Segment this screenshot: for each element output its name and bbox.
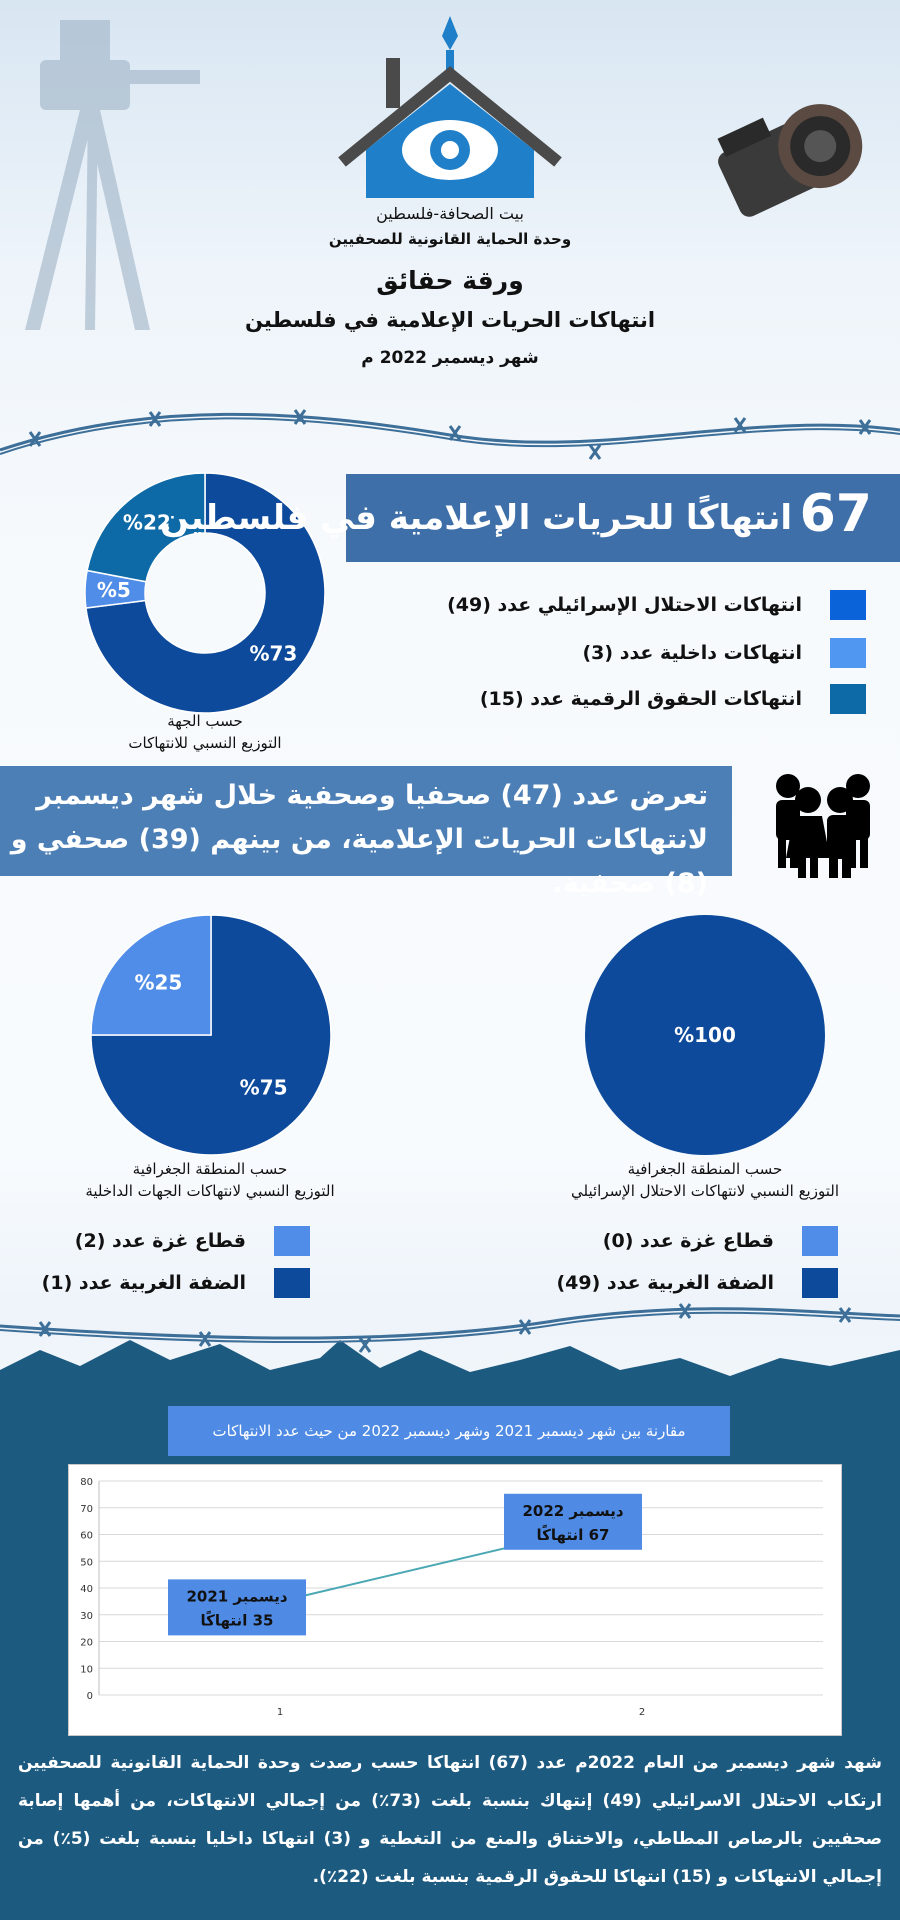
legend-swatch	[830, 638, 866, 668]
legend-label: الضفة الغربية عدد (1)	[41, 1272, 246, 1294]
pie-data-label: %5	[96, 578, 131, 603]
occupation-caption-line2: التوزيع النسبي لانتهاكات الاحتلال الإسرائيلي	[570, 1182, 839, 1200]
legend-item-digital	[480, 684, 866, 714]
legend-swatch	[274, 1226, 310, 1256]
legend-swatch	[830, 590, 866, 620]
occupation-legend-westbank	[556, 1268, 838, 1298]
headline-total: 67	[799, 484, 872, 544]
donut-caption-line1: حسب الجهة	[167, 712, 243, 730]
internal-caption-line1: حسب المنطقة الجغرافية	[132, 1160, 288, 1178]
y-tick-label: 30	[80, 1610, 93, 1622]
legend-label: انتهاكات الاحتلال الإسرائيلي عدد (49)	[447, 594, 802, 616]
y-tick-label: 40	[80, 1584, 93, 1595]
data-label-count: 35 انتهاكًا	[200, 1611, 274, 1630]
legend-item-occupation	[447, 590, 866, 620]
press-house-logo	[334, 10, 566, 198]
pie-data-label: %75	[239, 1075, 288, 1100]
y-tick-label: 0	[86, 1691, 93, 1702]
pie-data-label: %73	[249, 641, 298, 666]
headline-banner	[160, 474, 900, 562]
legend-label: قطاع غزة عدد (2)	[74, 1230, 246, 1252]
barbed-wire-divider-2	[0, 1300, 900, 1360]
donut-caption-line2: التوزيع النسبي للانتهاكات	[128, 734, 282, 752]
y-tick-label: 60	[80, 1530, 93, 1542]
org-name: بيت الصحافة-فلسطين	[376, 204, 524, 223]
occupation-caption	[540, 1158, 870, 1202]
legend-swatch	[802, 1226, 838, 1256]
y-tick-label: 50	[80, 1557, 93, 1569]
y-tick-label: 80	[80, 1477, 93, 1488]
legend-label: قطاع غزة عدد (0)	[602, 1230, 774, 1252]
legend-item-internal	[582, 638, 866, 668]
doc-title: انتهاكات الحريات الإعلامية في فلسطين	[244, 308, 656, 332]
y-tick-label: 20	[80, 1637, 93, 1649]
barbed-wire-divider	[0, 390, 900, 470]
doc-period: شهر ديسمبر 2022 م	[361, 348, 539, 368]
donut-caption	[90, 710, 320, 754]
legend-label: انتهاكات الحقوق الرقمية عدد (15)	[479, 688, 802, 710]
data-label-period: ديسمبر 2022	[522, 1501, 624, 1520]
pie-internal-by-region	[86, 910, 336, 1160]
legend-swatch	[802, 1268, 838, 1298]
y-tick-label: 70	[80, 1503, 93, 1515]
pie-data-label: %25	[134, 970, 183, 995]
occupation-caption-line1: حسب المنطقة الجغرافية	[627, 1160, 783, 1178]
legend-swatch	[830, 684, 866, 714]
pie-data-label: %100	[674, 1023, 736, 1047]
x-tick-label: 1	[276, 1707, 284, 1718]
doc-type: ورقة حقائق	[376, 266, 524, 295]
internal-caption	[60, 1158, 360, 1202]
data-label-period: ديسمبر 2021	[186, 1587, 288, 1606]
internal-legend-gaza	[75, 1226, 310, 1256]
summary-paragraph: شهد شهر ديسمبر من العام 2022م عدد (67) انتهاكا حسب رصدت وحدة الحماية القانونية للصحفيين ارتكاب الاحتلال الاسرائيلي (49) إنتهاك بنسبة بلغت (73٪) من إجمالي الانتهاكات، من أهمها إصابة صحفيين بالرصاص المطاطي، والاختناق والمنع من التغطية و (3) انتهاكا داخليا بنسبة بلغت (5٪) من إجمالي الانتهاكات و (15) انتهاكا للحقوق الرقمية بنسبة بلغت (22٪).	[18, 1753, 882, 1887]
pie-occupation-by-region	[580, 910, 830, 1160]
pie-data-label: %22	[122, 510, 171, 535]
internal-caption-line2: التوزيع النسبي لانتهاكات الجهات الداخلية	[85, 1182, 335, 1200]
y-tick-label: 10	[80, 1664, 93, 1676]
legend-swatch	[274, 1268, 310, 1298]
x-tick-label: 2	[638, 1707, 646, 1718]
occupation-legend-gaza	[603, 1226, 838, 1256]
unit-name: وحدة الحماية القانونية للصحفيين	[328, 230, 572, 248]
line-chart-frame	[68, 1464, 842, 1736]
people-icon	[760, 764, 890, 880]
line-chart-comparison	[69, 1465, 841, 1735]
headline-text: انتهاكًا للحريات الإعلامية في فلسطين	[160, 498, 792, 538]
legend-label: انتهاكات داخلية عدد (3)	[582, 642, 802, 664]
comparison-title: مقارنة بين شهر ديسمبر 2021 وشهر ديسمبر 2022 من حيث عدد الانتهاكات	[168, 1406, 730, 1456]
internal-legend-westbank	[42, 1268, 310, 1298]
data-label-count: 67 انتهاكًا	[536, 1525, 610, 1544]
legend-label: الضفة الغربية عدد (49)	[556, 1272, 774, 1294]
journalists-text-box: تعرض عدد (47) صحفيا وصحفية خلال شهر ديسمبر لانتهاكات الحريات الإعلامية، من بينهم (39) صحفي و (8) صحفية.	[0, 766, 732, 876]
